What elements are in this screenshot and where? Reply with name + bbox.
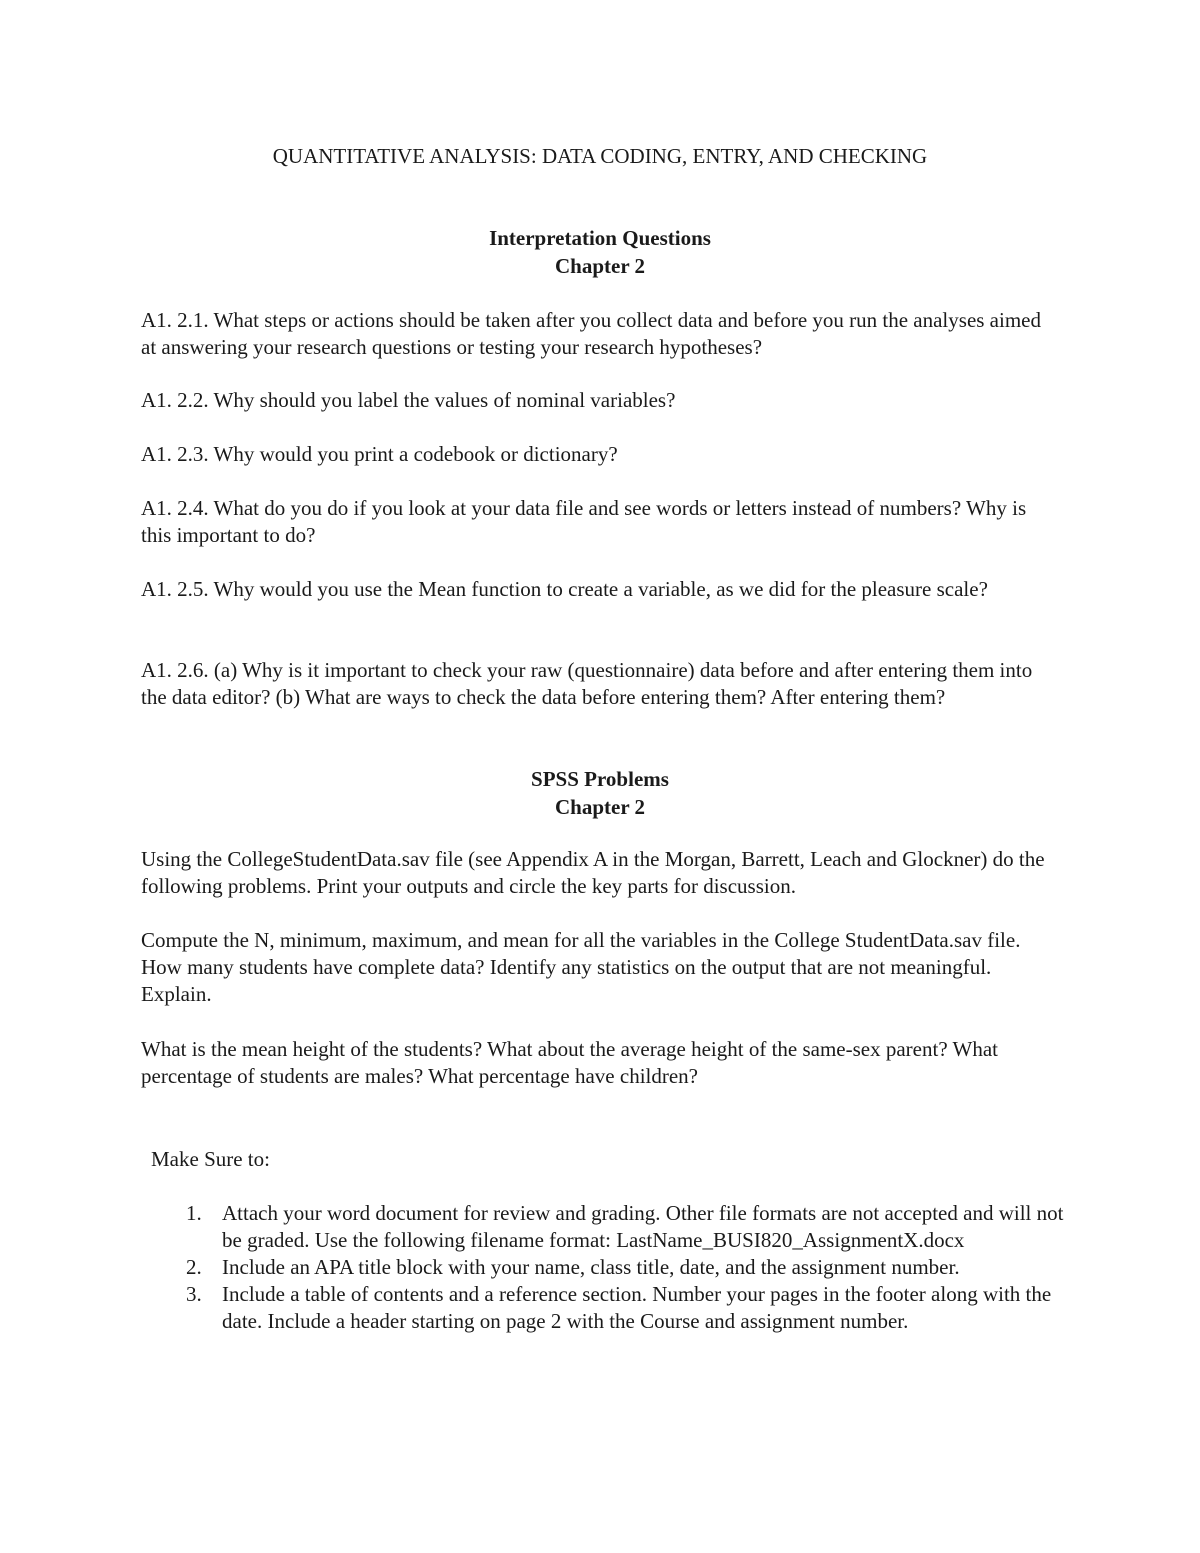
interpretation-subheading: Chapter 2 [554,254,646,278]
spss-paragraph-3: What is the mean height of the students? What about the average height of the same-sex parent? What percentage of students are males? What percentage have children? [141,1037,999,1088]
question-2-3: A1. 2.3. Why would you print a codebook or dictionary? [141,442,618,466]
question-2-2: A1. 2.2. Why should you label the values of nominal variables? [141,388,676,412]
question-2-6: A1. 2.6. (a) Why is it important to check your raw (questionnaire) data before and after entering them into the data editor? (b) What are ways to check the data before entering them? After entering them? [141,658,1033,709]
list-item-number: 1. [186,1201,202,1225]
interpretation-heading: Interpretation Questions [489,226,711,250]
spss-subheading: Chapter 2 [554,795,646,819]
list-item [186,1254,1066,1281]
make-sure-label: Make Sure to: [151,1147,270,1171]
list-item-text: Include an APA title block with your name, class title, date, and the assignment number. [222,1255,960,1279]
spss-paragraph-1: Using the CollegeStudentData.sav file (see Appendix A in the Morgan, Barrett, Leach and Glockner) do the following problems. Print your outputs and circle the key parts for discussion. [141,847,1045,898]
list-item [186,1281,1066,1335]
question-2-5: A1. 2.5. Why would you use the Mean function to create a variable, as we did for the pleasure scale? [141,577,988,601]
list-item-text: Include a table of contents and a reference section. Number your pages in the footer along with the date. Include a header starting on page 2 with the Course and assignment number. [222,1282,1052,1333]
list-item [186,1200,1066,1254]
question-2-1: A1. 2.1. What steps or actions should be taken after you collect data and before you run the analyses aimed at answering your research questions or testing your research hypotheses? [141,308,1041,359]
list-item-number: 3. [186,1282,202,1306]
spss-paragraph-2: Compute the N, minimum, maximum, and mean for all the variables in the College StudentData.sav file. How many students have complete data? Identify any statistics on the output that are not meaningful. Explain. [141,928,1021,1006]
question-2-4: A1. 2.4. What do you do if you look at your data file and see words or letters instead of numbers? Why is this important to do? [141,496,1027,547]
make-sure-list [186,1200,1066,1335]
spss-heading: SPSS Problems [531,767,669,791]
document-title: QUANTITATIVE ANALYSIS: DATA CODING, ENTRY, AND CHECKING [272,144,928,168]
list-item-number: 2. [186,1255,202,1279]
list-item-text: Attach your word document for review and grading. Other file formats are not accepted and will not be graded. Use the following filename format: LastName_BUSI820_AssignmentX.docx [222,1201,1064,1252]
